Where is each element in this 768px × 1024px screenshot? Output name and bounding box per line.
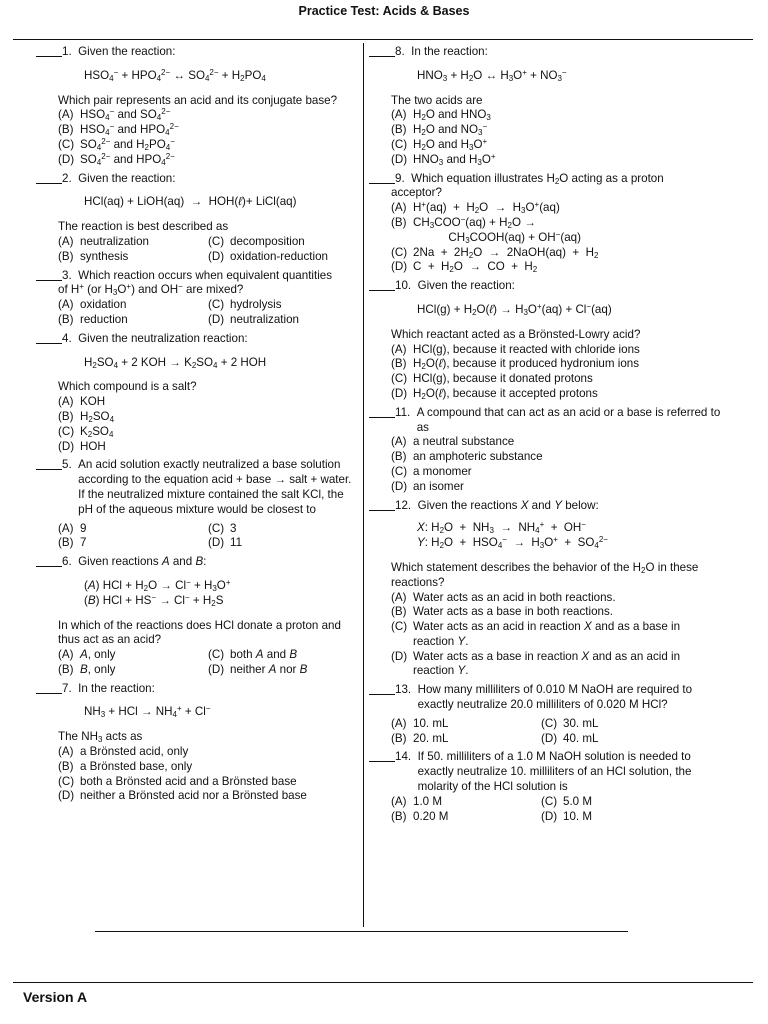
end-rule xyxy=(95,931,628,932)
option-b[interactable]: (B) $CH_3COO^-(aq) + H_2O$ → $CH_3COOH(aq) + OH^-(aq)$ xyxy=(391,214,581,245)
option-a[interactable]: (A) $H^+(aq) + H_2O \to H_3O^+(aq)$ xyxy=(391,200,560,216)
option-a[interactable]: (A) $H_2O$ and $HNO_3$ xyxy=(391,108,491,123)
option-b[interactable]: (B) $HSO_4^-$ and $HPO_4^{2-}$ xyxy=(58,122,179,138)
option-c[interactable]: (C) 30. mL xyxy=(541,716,599,730)
question-text: Which reactant acted as a Brönsted-Lowry acid? xyxy=(391,327,641,341)
answer-blank[interactable] xyxy=(36,555,62,567)
option-d[interactable]: (D) HOH xyxy=(58,439,106,453)
option-a[interactable]: (A) 1.0 M xyxy=(391,794,442,808)
option-b[interactable]: (B) 7 xyxy=(58,536,87,550)
option-d[interactable]: (D) an isomer xyxy=(391,479,464,493)
header-rule xyxy=(13,39,753,40)
question-4: 4. Given the neutralization reaction: $H_2SO_4 + 2$ KOH → $K_2SO_4 + 2$ HOH Which compound is a salt? (A) KOH (B) $H_2SO_4$ (C) $K_2SO_4$ (D) HOH xyxy=(36,332,358,455)
option-b[interactable]: (B) $H_2O$ and $NO_3^-$ xyxy=(391,122,488,138)
option-d[interactable]: (D) 11 xyxy=(208,536,243,550)
question-text: The reaction is best described as xyxy=(58,220,229,234)
option-c[interactable]: (C) a monomer xyxy=(391,464,472,478)
page-title: Practice Test: Acids & Bases xyxy=(298,4,470,18)
option-b[interactable]: (B) B, only xyxy=(58,662,116,676)
question-14: 14. If 50. milliliters of a 1.0 M NaOH solution is needed to exactly neutralize 10. milliliters of an HCl solution, the molarity of the HCl solution is (A) 1.0 M (C) 5.0 M (B) 0.20 M (D) 10. M xyxy=(369,750,721,824)
answer-blank[interactable] xyxy=(369,683,395,695)
option-d[interactable]: (D) neither A nor B xyxy=(208,662,308,676)
option-b[interactable]: (B) 0.20 M xyxy=(391,809,449,823)
option-c[interactable]: (C) 3 xyxy=(208,521,237,535)
option-c[interactable]: (C) decomposition xyxy=(208,234,305,248)
option-c[interactable]: (C) both a Brönsted acid and a Brönsted base xyxy=(58,774,297,788)
option-d[interactable]: (D) 10. M xyxy=(541,809,592,823)
answer-blank[interactable] xyxy=(36,332,62,344)
answer-blank[interactable] xyxy=(369,406,395,418)
question-text: In which of the reactions does HCl donate a proton and thus act as an acid? xyxy=(58,618,341,647)
question-text: Which compound is a salt? xyxy=(58,380,197,394)
option-c[interactable]: (C) HCl(g), because it donated protons xyxy=(391,372,593,386)
option-a[interactable]: (A) $HSO_4^-$ and $SO_4^{2-}$ xyxy=(58,107,171,123)
left-column xyxy=(36,45,358,808)
option-a[interactable]: (A) a neutral substance xyxy=(391,435,515,449)
reaction-equation: $HNO_3 + H_2O$ ↔ $H_3O^+ + NO_3^-$ xyxy=(417,67,567,83)
option-a[interactable]: (A) 10. mL xyxy=(391,716,449,730)
option-b[interactable]: (B) $H_2O(\ell)$, because it produced hydronium ions xyxy=(391,357,640,372)
option-d[interactable]: (D) Water acts as a base in reaction X and as an acid in reaction Y. xyxy=(391,649,681,678)
option-d[interactable]: (D) 40. mL xyxy=(541,731,599,745)
option-a[interactable]: (A) A, only xyxy=(58,648,116,662)
option-a[interactable]: (A) KOH xyxy=(58,395,106,409)
reaction-equation: $H_2SO_4 + 2$ KOH → $K_2SO_4 + 2$ HOH xyxy=(84,355,267,370)
footer-rule xyxy=(13,982,753,983)
question-7: 7. In the reaction: $NH_3$ + HCl → $NH_4^+ + Cl^-$ The $NH_3$ acts as (A) a Brönsted acid, only (B) a Brönsted base, only (C) both a Brönsted acid and a Brönsted base (D) neither a Brönsted acid nor a Brönsted base xyxy=(36,682,358,805)
option-a[interactable]: (A) HCl(g), because it reacted with chloride ions xyxy=(391,342,640,356)
option-c[interactable]: (C) hydrolysis xyxy=(208,298,282,312)
question-5: 5. An acid solution exactly neutralized a base solution according to the equation acid + base → salt + water. If the neutralized mixture contained the salt KCl, the pH of the aqueous mixture would be closest to (A) 9 (C) 3 (B) 7 (D) 11 xyxy=(36,458,358,551)
question-11: 11. A compound that can act as an acid or a base is referred to as (A) a neutral substance (B) an amphoteric substance (C) a monomer (D) an isomer xyxy=(369,406,721,495)
option-a[interactable]: (A) neutralization xyxy=(58,234,149,248)
question-6: 6. Given reactions A and B: (A) HCl + $H_2O \to Cl^- + H_3O^+$ (B) HCl + $HS^- \to Cl^- + H_2S$ In which of the reactions does HCl donate a proton and thus act as an acid? (A) A, only (C) both A and B (B) B, only (D) neither A nor B xyxy=(36,555,358,678)
option-d[interactable]: (D) neutralization xyxy=(208,312,299,326)
question-text: The $NH_3$ acts as xyxy=(58,730,143,745)
question-9: 9. Which equation illustrates $H_2O$ acting as a proton acceptor? (A) $H^+(aq) + H_2O \to H_3O^+(aq)$ (B) $CH_3COO^-(aq) + H_2O$ → $CH_3COOH(aq) + OH^-(aq)$ (C) $2Na + 2H_2O$ → 2NaOH(aq) + $H_2$ (D) $C + H_2O$ → CO + $H_2$ xyxy=(369,172,721,276)
option-c[interactable]: (C) 5.0 M xyxy=(541,794,592,808)
reaction-equation: $NH_3$ + HCl → $NH_4^+ + Cl^-$ xyxy=(84,704,211,720)
option-b[interactable]: (B) an amphoteric substance xyxy=(391,450,543,464)
option-d[interactable]: (D) $SO_4^{2-}$ and $HPO_4^{2-}$ xyxy=(58,151,175,167)
question-2: 2. Given the reaction: HCl(aq) + LiOH(aq) → HOH(ℓ)+ LiCl(aq) The reaction is best described as (A) neutralization (C) decomposition (B) synthesis (D) oxidation-reduction xyxy=(36,172,358,265)
answer-blank[interactable] xyxy=(369,172,395,184)
option-c[interactable]: (C) $H_2O$ and $H_3O^+$ xyxy=(391,136,488,152)
answer-blank[interactable] xyxy=(36,458,62,470)
column-divider xyxy=(363,43,364,927)
option-c[interactable]: (C) $K_2SO_4$ xyxy=(58,424,114,439)
option-d[interactable]: (D) neither a Brönsted acid nor a Brönsted base xyxy=(58,789,307,803)
option-b[interactable]: (B) reduction xyxy=(58,312,128,326)
reaction-equation: $HSO_4^- + HPO_4^{2-}$ ↔ $SO_4^{2-} + H_2PO_4$ xyxy=(84,67,266,83)
question-text: Which pair represents an acid and its conjugate base? xyxy=(58,93,338,107)
question-8: 8. In the reaction: $HNO_3 + H_2O$ ↔ $H_3O^+ + NO_3^-$ The two acids are (A) $H_2O$ and $HNO_3$ (B) $H_2O$ and $NO_3^-$ (C) $H_2O$ and $H_3O^+$ (D) $HNO_3$ and $H_3O^+$ xyxy=(369,45,721,168)
question-text: Which reaction occurs when equivalent quantities xyxy=(78,268,333,282)
option-b[interactable]: (B) synthesis xyxy=(58,249,129,263)
option-c[interactable]: (C) $2Na + 2H_2O$ → 2NaOH(aq) + $H_2$ xyxy=(391,245,599,260)
answer-blank[interactable] xyxy=(369,45,395,57)
question-text: How many milliliters of 0.010 M NaOH are required to exactly neutralize 20.0 milliliters of 0.020 M HCl? xyxy=(417,683,693,712)
option-b[interactable]: (B) $H_2SO_4$ xyxy=(58,409,115,424)
option-a[interactable]: (A) a Brönsted acid, only xyxy=(58,745,189,759)
question-text: The two acids are xyxy=(391,93,483,107)
reaction-equation: $HCl(g) + H_2O(\ell) \to H_3O^+(aq) + Cl^-(aq)$ xyxy=(417,301,612,317)
reaction-equations: (A) HCl + $H_2O \to Cl^- + H_3O^+$ (B) HCl + $HS^- \to Cl^- + H_2S$ xyxy=(84,577,231,608)
option-c[interactable]: (C) $SO_4^{2-}$ and $H_2PO_4^-$ xyxy=(58,136,175,152)
answer-blank[interactable] xyxy=(369,499,395,511)
question-12: 12. Given the reactions X and Y below: X: $H_2O + NH_3 \to NH_4^+ + OH^-$ Y: $H_2O + HSO_4^- \to H_3O^+ + SO_4^{2-}$ Which statement describes the behavior of the $H_2O$ in these reactions? (A) Water acts as an acid in both reactions. (B) Water acts as a base in both reactions. (C) Water acts as an acid in reaction X and as a base in reaction Y. (D) Water acts as a base in reaction X and as an acid in reaction Y. xyxy=(369,499,721,680)
option-d[interactable]: (D) $HNO_3$ and $H_3O^+$ xyxy=(391,151,496,167)
answer-blank[interactable] xyxy=(369,279,395,291)
answer-blank[interactable] xyxy=(36,172,62,184)
question-1: 1. Given the reaction: $HSO_4^- + HPO_4^{2-}$ ↔ $SO_4^{2-} + H_2PO_4$ Which pair represents an acid and its conjugate base? (A) $HSO_4^-$ and $SO_4^{2-}$ (B) $HSO_4^-$ and $HPO_4^{2-}$ (C) $SO_4^{2-}$ and $H_2PO_4^-$ (D) $SO_4^{2-}$ and $HPO_4^{2-}$ xyxy=(36,45,358,168)
reaction-equations: X: $H_2O + NH_3 \to NH_4^+ + OH^-$ Y: $H_2O + HSO_4^- \to H_3O^+ + SO_4^{2-}$ xyxy=(417,520,608,551)
answer-blank[interactable] xyxy=(369,750,395,762)
option-c[interactable]: (C) Water acts as an acid in reaction X and as a base in reaction Y. xyxy=(391,620,681,648)
option-c[interactable]: (C) both A and B xyxy=(208,648,298,662)
option-b[interactable]: (B) 20. mL xyxy=(391,731,449,745)
right-column xyxy=(369,45,721,828)
question-3: 3. Which reaction occurs when equivalent quantities of H+ (or $H_3O^+$) and OH− are mixed? (A) oxidation (C) hydrolysis (B) reduction (D) neutralization xyxy=(36,269,358,328)
version-label: Version A xyxy=(23,989,88,1005)
question-text: A compound that can act as an acid or a base is referred to as xyxy=(416,405,721,434)
option-d[interactable]: (D) $C + H_2O$ → CO + $H_2$ xyxy=(391,260,538,275)
question-13: 13. How many milliliters of 0.010 M NaOH are required to exactly neutralize 20.0 milliliters of 0.020 M HCl? (A) 10. mL (C) 30. mL (B) 20. mL (D) 40. mL xyxy=(369,683,721,746)
answer-blank[interactable] xyxy=(36,45,62,57)
option-a[interactable]: (A) oxidation xyxy=(58,298,127,312)
answer-blank[interactable] xyxy=(36,269,62,281)
option-b[interactable]: (B) a Brönsted base, only xyxy=(58,759,193,773)
option-d[interactable]: (D) $H_2O(\ell)$, because it accepted protons xyxy=(391,386,598,401)
option-d[interactable]: (D) oxidation-reduction xyxy=(208,249,328,263)
question-10: 10. Given the reaction: $HCl(g) + H_2O(\ell) \to H_3O^+(aq) + Cl^-(aq)$ Which reactant acted as a Brönsted-Lowry acid? (A) HCl(g), because it reacted with chloride ions (B) $H_2O(\ell)$, because it produced hydronium ions (C) HCl(g), because it donated protons (D) $H_2O(\ell)$, because it accepted protons xyxy=(369,279,721,402)
question-text: If 50. milliliters of a 1.0 M NaOH solution is needed to exactly neutralize 10. milliliters of an HCl solution, the molarity of the HCl solution is xyxy=(417,750,692,794)
answer-blank[interactable] xyxy=(36,682,62,694)
option-a[interactable]: (A) 9 xyxy=(58,521,87,535)
option-a[interactable]: (A) Water acts as an acid in both reactions. xyxy=(391,590,616,604)
reaction-equation: HCl(aq) + LiOH(aq) → HOH(ℓ)+ LiCl(aq) xyxy=(84,195,297,209)
question-text: Which statement describes the behavior of the $H_2O$ in these reactions? xyxy=(391,560,699,589)
question-text: An acid solution exactly neutralized a base solution according to the equation acid + base → salt + water. If the neutralized mixture contained the salt KCl, the pH of the aqueous mixture would be closest to xyxy=(78,458,352,516)
option-b[interactable]: (B) Water acts as a base in both reactions. xyxy=(391,605,613,619)
